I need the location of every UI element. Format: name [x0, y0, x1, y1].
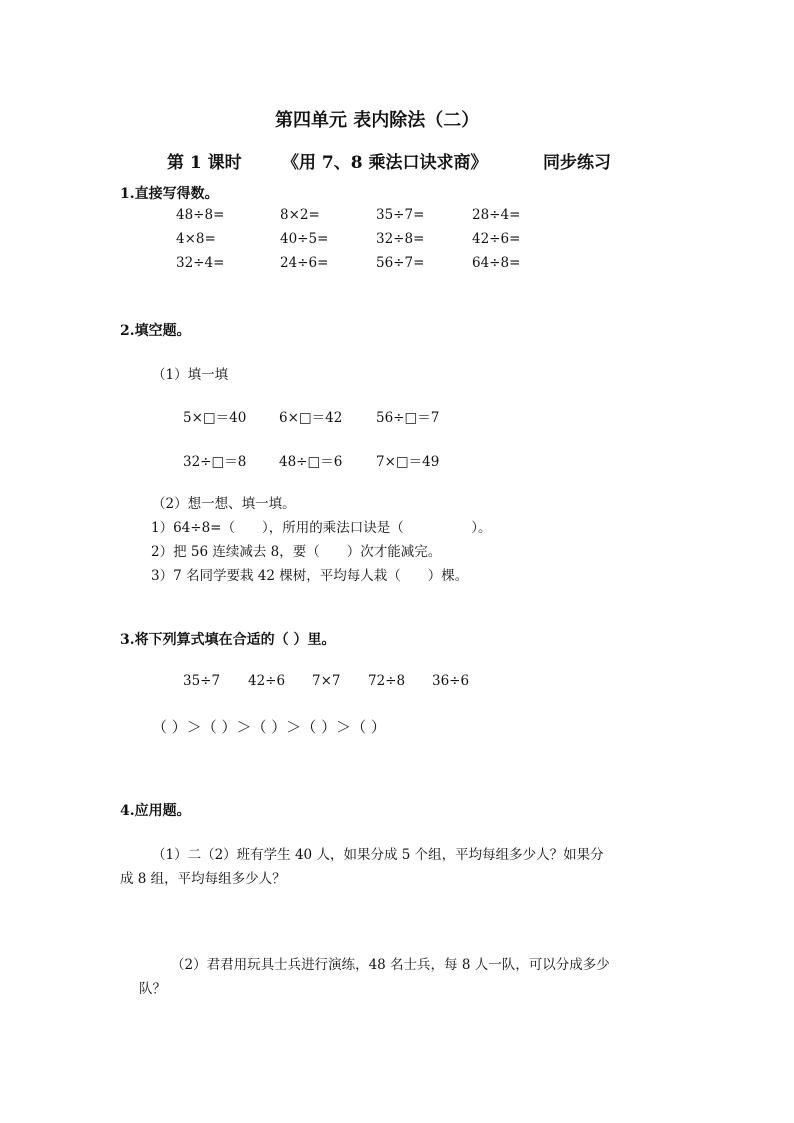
q2-blank-item: 56÷□＝7 — [376, 410, 440, 426]
q2-part2-item: 3）7 名同学要栽 42 棵树，平均每人栽（ ）棵。 — [151, 568, 469, 584]
q1-item: 8×2= — [280, 207, 320, 223]
q3-expression: 7×7 — [312, 673, 341, 689]
q2-blank-item: 32÷□＝8 — [183, 454, 247, 470]
q4-problem2-line2: 队？ — [139, 981, 166, 997]
q3-expression: 36÷6 — [432, 673, 470, 689]
q3-expression: 72÷8 — [368, 673, 406, 689]
q1-item: 35÷7= — [376, 207, 425, 223]
q3-comparison: （ ）＞（ ）＞（ ）＞（ ）＞（ ） — [152, 718, 386, 736]
q1-item: 40÷5= — [280, 231, 329, 247]
q2-blank-item: 5×□＝40 — [183, 410, 247, 426]
q4-problem1-line2: 成 8 组，平均每组多少人？ — [120, 871, 286, 887]
q1-item: 32÷8= — [376, 231, 425, 247]
q4-heading: 4.应用题。 — [120, 803, 191, 819]
q1-item: 42÷6= — [472, 231, 521, 247]
q2-part1-label: （1）填一填 — [152, 367, 229, 383]
q2-part2-label: （2）想一想、填一填。 — [152, 496, 296, 512]
q1-item: 28÷4= — [472, 207, 521, 223]
q1-item: 32÷4= — [176, 255, 225, 271]
q1-heading: 1.直接写得数。 — [120, 186, 219, 202]
q2-part2-item: 2）把 56 连续减去 8，要（ ）次才能减完。 — [151, 544, 442, 560]
q4-problem2-line1: （2）君君用玩具士兵进行演练，48 名士兵，每 8 人一队，可以分成多少 — [171, 957, 610, 973]
lesson-topic: 《用 7、8 乘法口诀求商》 — [282, 153, 488, 173]
q2-blank-item: 6×□＝42 — [279, 410, 343, 426]
q2-blank-item: 48÷□＝6 — [279, 454, 343, 470]
q4-problem1-line1: （1）二（2）班有学生 40 人，如果分成 5 个组，平均每组多少人？如果分 — [152, 847, 604, 863]
page-title: 第四单元 表内除法（二） — [275, 110, 480, 131]
q3-heading: 3.将下列算式填在合适的（ ）里。 — [120, 632, 336, 648]
q1-item: 56÷7= — [376, 255, 425, 271]
q2-part2-item: 1）64÷8=（ ），所用的乘法口诀是（ ）。 — [151, 520, 492, 536]
q1-item: 48÷8= — [176, 207, 225, 223]
q2-heading: 2.填空题。 — [120, 323, 191, 339]
lesson-label: 第 1 课时 — [167, 153, 242, 173]
q3-expression: 35÷7 — [183, 673, 221, 689]
practice-label: 同步练习 — [543, 153, 611, 173]
q1-item: 4×8= — [176, 231, 216, 247]
q3-expression: 42÷6 — [248, 673, 286, 689]
q1-item: 24÷6= — [280, 255, 329, 271]
q2-blank-item: 7×□＝49 — [376, 454, 440, 470]
q1-item: 64÷8= — [472, 255, 521, 271]
